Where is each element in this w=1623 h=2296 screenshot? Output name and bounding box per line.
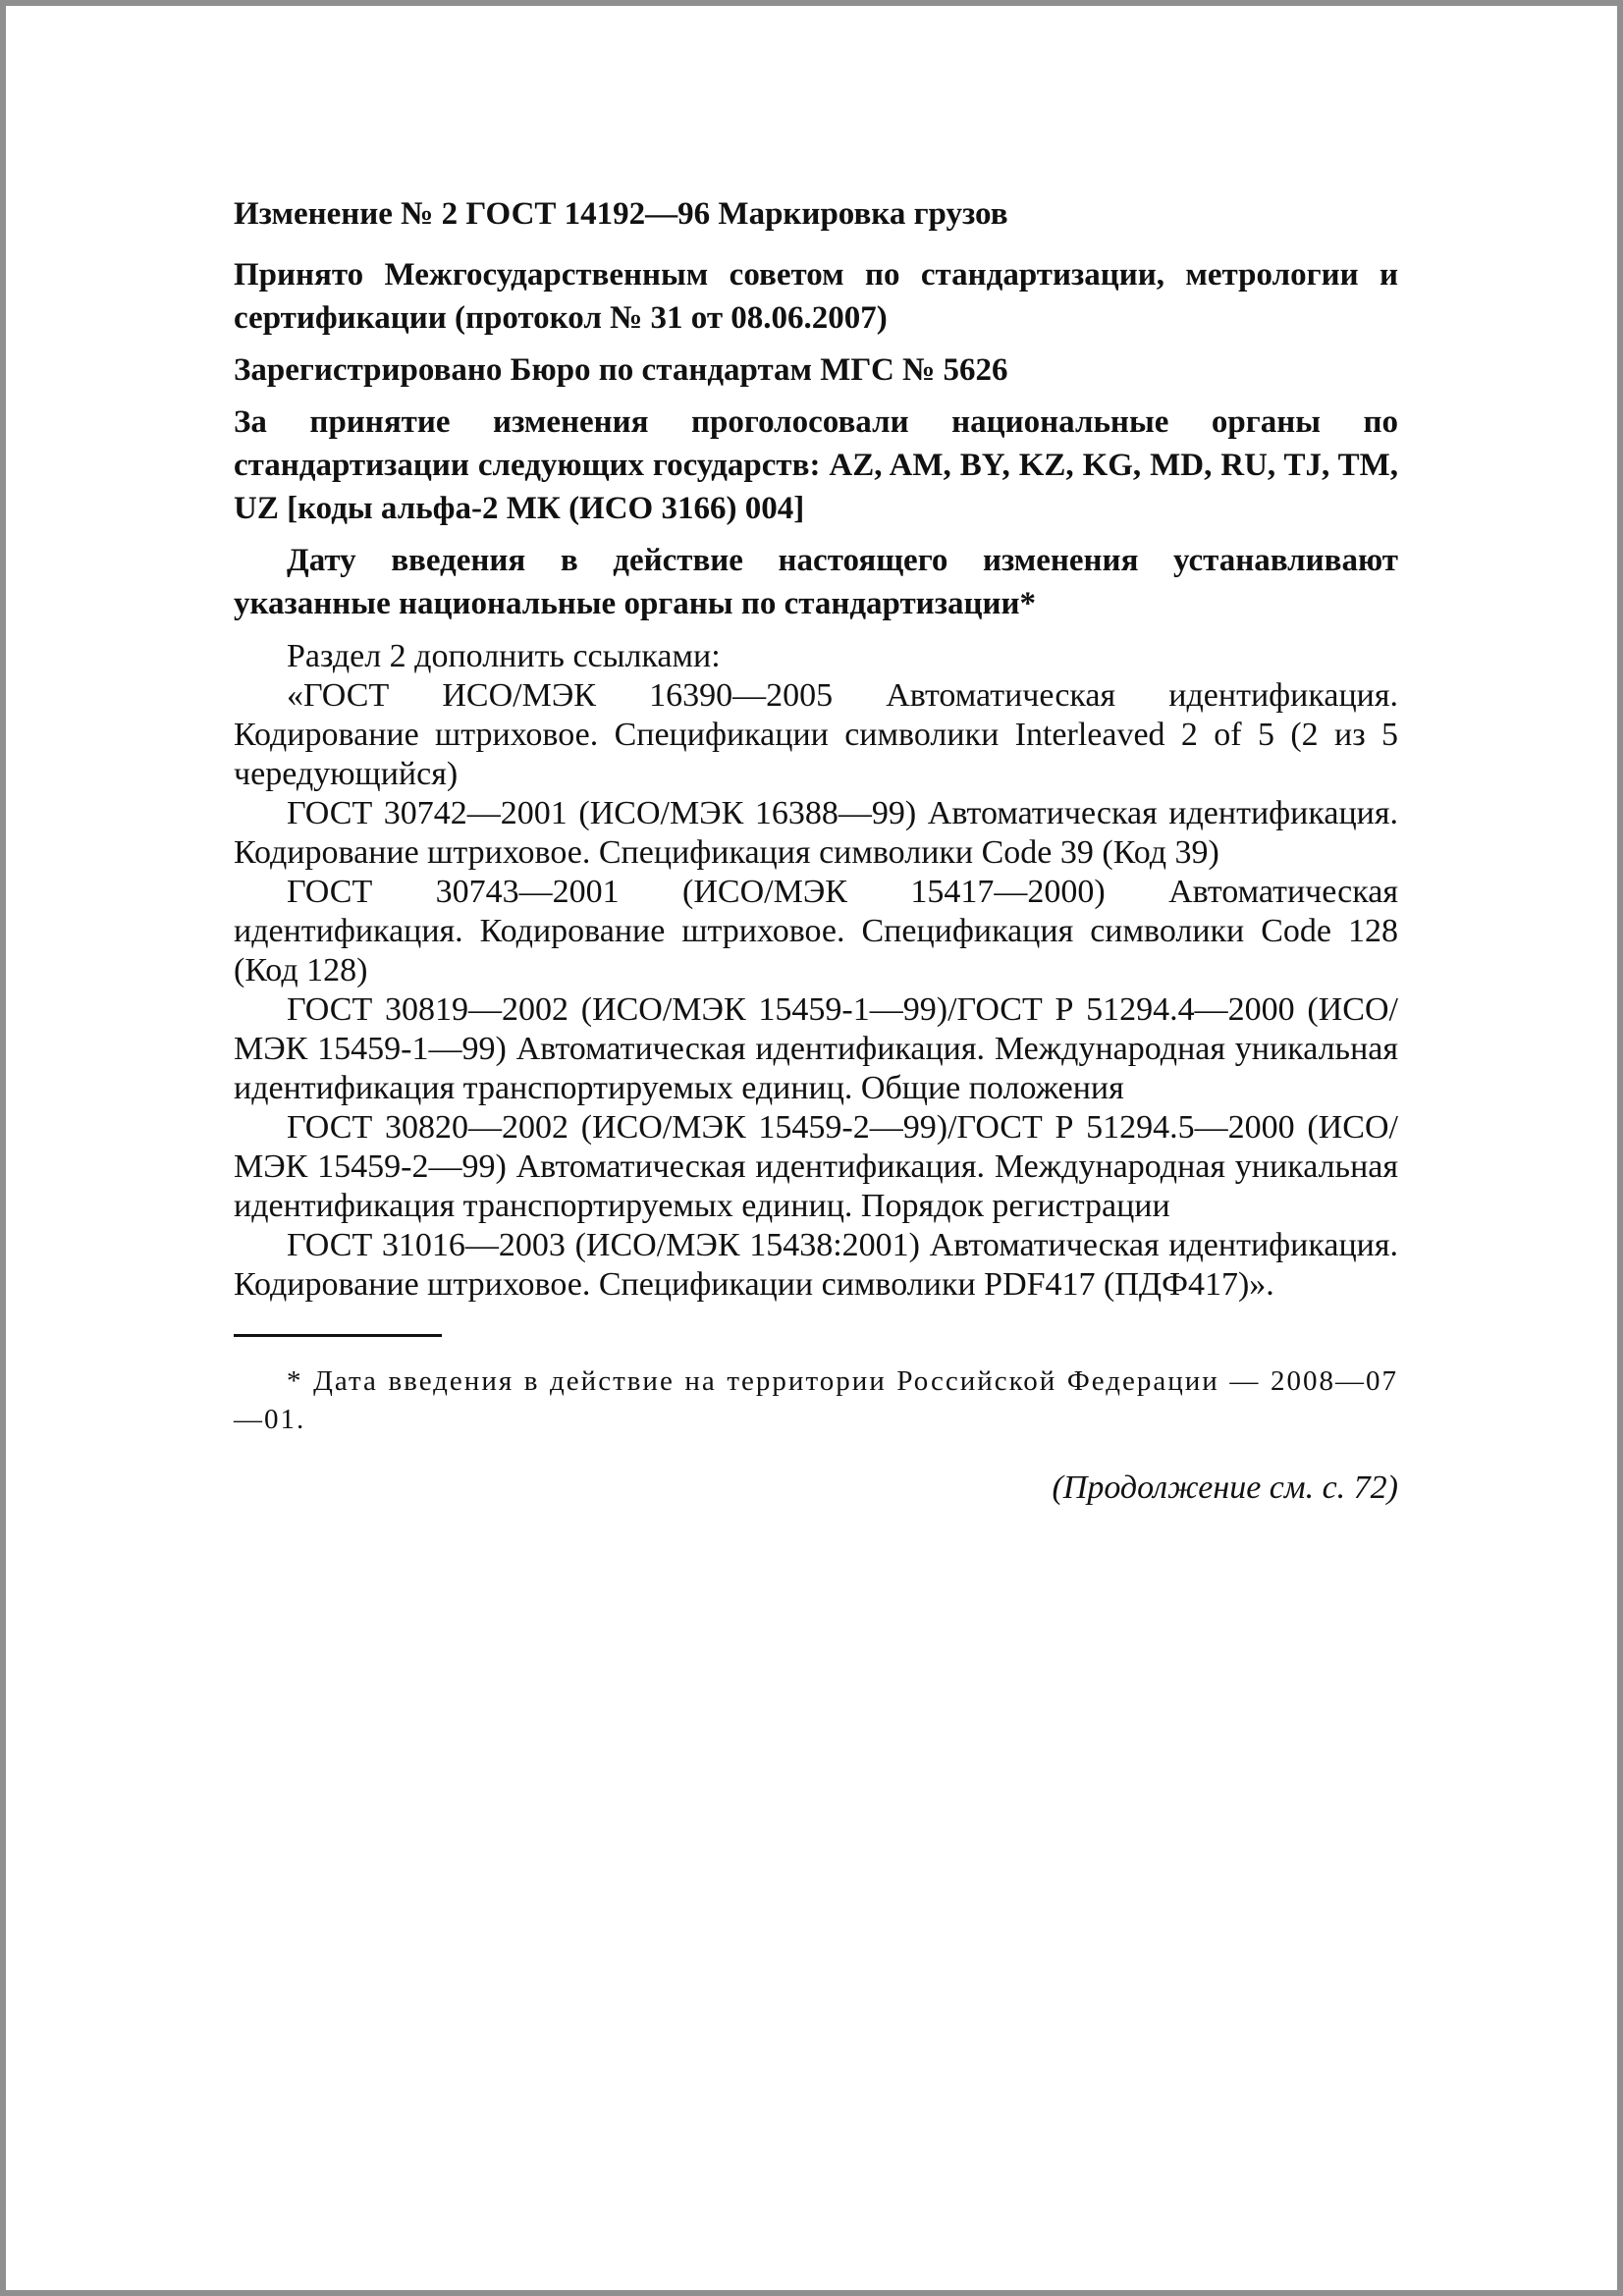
amendment-body xyxy=(234,637,1398,1305)
reference-gost-iso-iec-16390: «ГОСТ ИСО/МЭК 16390—2005 Автоматическая идентификация. Кодирование штриховое. Спецификации символики Interleaved 2 of 5 (2 из 5 чередующийся) xyxy=(234,677,1398,792)
reference-gost-31016: ГОСТ 31016—2003 (ИСО/МЭК 15438:2001) Автоматическая идентификация. Кодирование штриховое. Спецификации символики PDF417 (ПДФ417)». xyxy=(234,1227,1398,1303)
body-paragraph-section-2: Раздел 2 дополнить ссылками: xyxy=(287,638,721,674)
adoption-statement: Принято Межгосударственным советом по стандартизации, метрологии и сертификации (протокол № 31 от 08.06.2007) xyxy=(234,257,1398,336)
reference-gost-30819: ГОСТ 30819—2002 (ИСО/МЭК 15459-1—99)/ГОСТ Р 51294.4—2000 (ИСО/МЭК 15459-1—99) Автоматическая идентификация. Международная уникальная идентификация транспортируемых единиц. Общие положения xyxy=(234,991,1398,1106)
footnote-divider xyxy=(234,1334,442,1337)
page-content xyxy=(234,192,1398,1542)
effective-date-statement: Дату введения в действие настоящего изменения устанавливают указанные национальные органы по стандартизации* xyxy=(234,543,1398,621)
reference-gost-30820: ГОСТ 30820—2002 (ИСО/МЭК 15459-2—99)/ГОСТ Р 51294.5—2000 (ИСО/МЭК 15459-2—99) Автоматическая идентификация. Международная уникальная идентификация транспортируемых единиц. Порядок регистрации xyxy=(234,1109,1398,1224)
amendment-title: Изменение № 2 ГОСТ 14192—96 Маркировка грузов xyxy=(234,196,1008,232)
voting-statement: За принятие изменения проголосовали национальные органы по стандартизации следующих государств: AZ, AM, BY, KZ, KG, MD, RU, TJ, TM, UZ [коды альфа-2 МК (ИСО 3166) 004] xyxy=(234,404,1398,526)
continuation-note: (Продолжение см. с. 72) xyxy=(1052,1469,1398,1506)
registration-statement: Зарегистрировано Бюро по стандартам МГС № 5626 xyxy=(234,352,1008,388)
reference-gost-30742: ГОСТ 30742—2001 (ИСО/МЭК 16388—99) Автоматическая идентификация. Кодирование штриховое. Спецификация символики Code 39 (Код 39) xyxy=(234,795,1398,871)
reference-gost-30743: ГОСТ 30743—2001 (ИСО/МЭК 15417—2000) Автоматическая идентификация. Кодирование штриховое. Спецификация символики Code 128 (Код 128) xyxy=(234,874,1398,988)
footnote: * Дата введения в действие на территории Российской Федерации — 2008—07—01. xyxy=(234,1365,1398,1435)
